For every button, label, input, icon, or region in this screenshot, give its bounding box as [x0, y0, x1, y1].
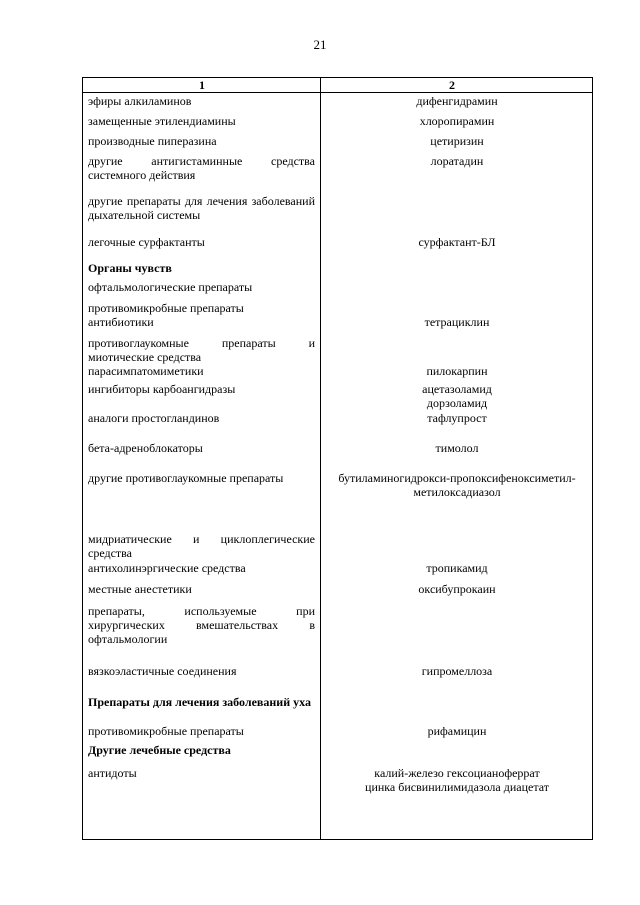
row-right: дифенгидрамин	[416, 94, 498, 108]
row-right: тетрациклин	[424, 315, 490, 329]
header-col-2: 2	[449, 78, 455, 92]
row-right: рифамицин	[427, 724, 487, 738]
row-left: антидоты	[88, 766, 137, 780]
row-left: антибиотики	[88, 315, 154, 329]
row-left: ингибиторы карбоангидразы	[88, 382, 236, 396]
row-right: лоратадин	[430, 154, 484, 168]
row-left: аналоги простогландинов	[88, 411, 220, 425]
row-left: мидриатические и циклоплегические средства	[88, 532, 315, 560]
row-left: легочные сурфактанты	[88, 235, 205, 249]
drug-table	[82, 77, 593, 840]
row-left: противоглаукомные препараты и миотические средства	[88, 336, 315, 364]
row-right: цинка бисвинилимидазола диацетат	[365, 780, 549, 794]
section-heading: Другие лечебные средства	[88, 743, 231, 757]
row-left: другие антигистаминные средства системного действия	[88, 154, 315, 182]
section-heading: Препараты для лечения заболеваний уха	[88, 695, 311, 709]
row-right: ацетазоламид	[422, 382, 492, 396]
row-right: гипромеллоза	[421, 664, 493, 678]
row-right: дорзоламид	[426, 396, 488, 410]
row-right: оксибупрокаин	[418, 582, 496, 596]
row-left: замещенные этилендиамины	[88, 114, 236, 128]
row-right: цетиризин	[430, 134, 484, 148]
section-heading: Органы чувств	[88, 261, 172, 275]
page-number: 21	[313, 37, 327, 52]
row-right: тафлупрост	[427, 411, 487, 425]
row-left: эфиры алкиламинов	[88, 94, 192, 108]
row-left: производные пиперазина	[88, 134, 217, 148]
row-right: бутиламиногидрокси-пропоксифеноксиметил-метилоксадиазол	[338, 471, 576, 499]
row-left: вязкоэластичные соединения	[88, 664, 237, 678]
row-left: антихолинэргические средства	[88, 561, 246, 575]
row-left: другие противоглаукомные препараты	[88, 471, 284, 485]
row-left: противомикробные препараты	[88, 724, 244, 738]
row-left: препараты, используемые при хирургических вмешательствах в офтальмологии	[88, 604, 315, 646]
row-right: пилокарпин	[426, 364, 488, 378]
row-left: бета-адреноблокаторы	[88, 441, 203, 455]
row-right: калий-железо гексоцианоферрат	[374, 766, 540, 780]
row-right: хлоропирамин	[419, 114, 495, 128]
header-col-1: 1	[199, 78, 205, 92]
row-right: тимолол	[435, 441, 479, 455]
row-right: сурфактант-БЛ	[418, 235, 496, 249]
row-left: местные анестетики	[88, 582, 192, 596]
row-right: тропикамид	[426, 561, 488, 575]
column-divider	[320, 77, 321, 839]
table-header	[83, 77, 592, 93]
row-left: офтальмологические препараты	[88, 280, 253, 294]
row-left: другие препараты для лечения заболеваний дыхательной системы	[88, 194, 315, 222]
row-left: противомикробные препараты	[88, 301, 244, 315]
row-left: парасимпатомиметики	[88, 364, 204, 378]
